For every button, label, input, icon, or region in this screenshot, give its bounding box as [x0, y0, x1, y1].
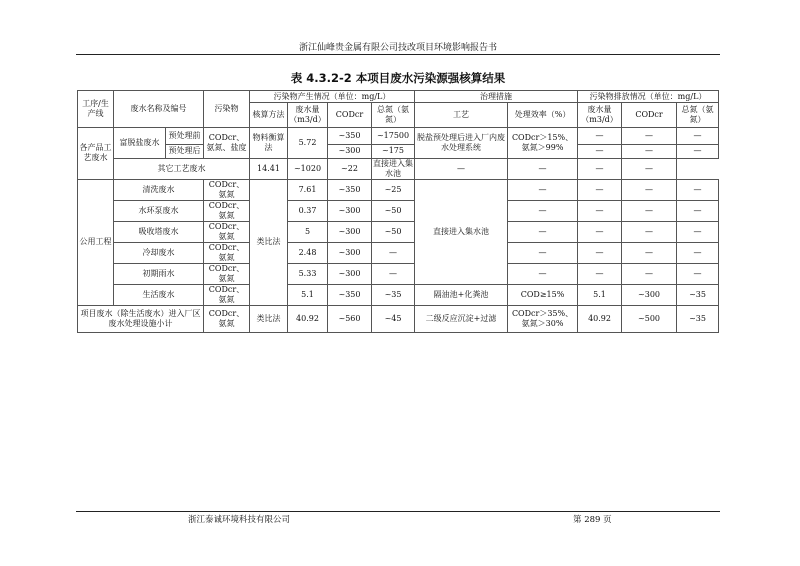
tn-before: ~17500 [372, 128, 415, 145]
util-pollutant: CODcr、氨氮 [204, 221, 250, 242]
col-tn: 总氮（氨氮） [372, 103, 415, 128]
footer-company: 浙江泰诚环境科技有限公司 [188, 515, 291, 525]
util-tn: ~25 [372, 179, 415, 200]
util-flow: 2.48 [288, 242, 328, 263]
util-tn: ~35 [372, 284, 415, 305]
total-tn: ~45 [372, 305, 415, 332]
cell-dash: — [622, 128, 677, 145]
col-coder-out: CODcr [622, 103, 677, 128]
util-pollutant: CODcr、氨氮 [204, 179, 250, 200]
cod-before: ~350 [328, 128, 372, 145]
cell-dash: — [508, 263, 578, 284]
method-balance: 物料衡算法 [250, 128, 288, 159]
col-flow-out: 废水量（m3/d） [578, 103, 622, 128]
domestic-process: 隔油池+化粪池 [415, 284, 508, 305]
util-pollutant: CODcr、氨氮 [204, 263, 250, 284]
total-method: 类比法 [250, 305, 288, 332]
util-cod: ~350 [328, 179, 372, 200]
col-coder: CODcr [328, 103, 372, 128]
other-tn: ~22 [328, 158, 372, 179]
util-cod: ~350 [328, 284, 372, 305]
cell-dash: — [677, 242, 719, 263]
cell-dash: — [677, 145, 719, 159]
col-calc-method: 核算方法 [250, 103, 288, 128]
footer-rule [76, 511, 720, 512]
cell-dash: — [508, 242, 578, 263]
cell-dash: — [578, 145, 622, 159]
cell-dash: — [677, 179, 719, 200]
util-pollutant: CODcr、氨氮 [204, 284, 250, 305]
total-process: 二级反应沉淀+过滤 [415, 305, 508, 332]
util-name: 初期雨水 [114, 263, 204, 284]
process-desal: 脱盐预处理后进入厂内废水处理系统 [415, 128, 508, 159]
util-flow: 5 [288, 221, 328, 242]
cell-dash: — [622, 145, 677, 159]
report-header: 浙江仙峰贵金属有限公司技改项目环境影响报告书 [298, 43, 497, 53]
util-tn: — [372, 242, 415, 263]
col-process: 工艺 [415, 103, 508, 128]
util-cod: ~300 [328, 221, 372, 242]
cell-dash: — [622, 179, 677, 200]
cell-dash: — [415, 158, 508, 179]
util-flow: 5.33 [288, 263, 328, 284]
cell-dash: — [677, 263, 719, 284]
col-pollutant: 污染物 [204, 91, 250, 128]
cell-dash: — [578, 200, 622, 221]
total-flow: 40.92 [288, 305, 328, 332]
high-salt-name: 富脱盐废水 [114, 128, 166, 159]
total-out-cod: ~500 [622, 305, 677, 332]
util-flow: 0.37 [288, 200, 328, 221]
domestic-out-cod: ~300 [622, 284, 677, 305]
method-analogy: 类比法 [250, 179, 288, 305]
flow-572: 5.72 [288, 128, 328, 159]
col-group-discharge: 污染物排放情况（单位：mg/L） [578, 91, 719, 103]
cell-dash: — [677, 200, 719, 221]
col-tn-out: 总氮（氨氮） [677, 103, 719, 128]
cell-dash: — [622, 158, 677, 179]
header-rule [76, 54, 720, 55]
footer-page-number: 第 289 页 [573, 515, 612, 525]
util-name: 吸收塔废水 [114, 221, 204, 242]
total-eff: CODcr＞35%、氨氮＞30% [508, 305, 578, 332]
cell-dash: — [578, 221, 622, 242]
col-flow: 废水量（m3/d） [288, 103, 328, 128]
util-cod: ~300 [328, 263, 372, 284]
util-process: 直接进入集水池 [415, 179, 508, 284]
col-group-generation: 污染物产生情况（单位：mg/L） [250, 91, 415, 103]
cell-dash: — [578, 242, 622, 263]
domestic-out-flow: 5.1 [578, 284, 622, 305]
cell-dash: — [578, 179, 622, 200]
col-wastewater-name: 废水名称及编号 [114, 91, 204, 128]
cell-dash: — [677, 221, 719, 242]
cell-dash: — [622, 242, 677, 263]
cell-dash: — [622, 221, 677, 242]
other-flow: 14.41 [250, 158, 288, 179]
total-out-tn: ~35 [677, 305, 719, 332]
domestic-out-tn: ~35 [677, 284, 719, 305]
total-pollutant: CODcr、氨氮 [204, 305, 250, 332]
util-cod: ~300 [328, 200, 372, 221]
total-cod: ~560 [328, 305, 372, 332]
table-title: 表 4.3.2-2 本项目废水污染源强核算结果 [290, 71, 506, 85]
cod-after: ~300 [328, 145, 372, 159]
util-tn: — [372, 263, 415, 284]
cell-dash: — [578, 263, 622, 284]
util-tn: ~50 [372, 200, 415, 221]
util-tn: ~50 [372, 221, 415, 242]
cell-dash: — [677, 128, 719, 145]
pre-after: 预处理后 [166, 145, 204, 159]
util-flow: 5.1 [288, 284, 328, 305]
cell-dash: — [508, 179, 578, 200]
util-name: 冷却废水 [114, 242, 204, 263]
pre-before: 预处理前 [166, 128, 204, 145]
util-pollutant: CODcr、氨氮 [204, 242, 250, 263]
wastewater-table [77, 90, 719, 333]
total-out-flow: 40.92 [578, 305, 622, 332]
util-flow: 7.61 [288, 179, 328, 200]
col-efficiency: 处理效率（%） [508, 103, 578, 128]
other-name: 其它工艺废水 [114, 158, 250, 179]
util-name: 生活废水 [114, 284, 204, 305]
cell-dash: — [508, 200, 578, 221]
eff-desal: CODcr＞15%、氨氮＞99% [508, 128, 578, 159]
col-process-line: 工序/生产线 [78, 91, 114, 128]
util-name: 清洗废水 [114, 179, 204, 200]
col-group-treatment: 治理措施 [415, 91, 578, 103]
util-pollutant: CODcr、氨氮 [204, 200, 250, 221]
total-label: 项目废水（除生活废水）进入厂区废水处理设施小计 [78, 305, 204, 332]
cell-dash: — [508, 158, 578, 179]
cell-dash: — [622, 263, 677, 284]
cell-dash: — [622, 200, 677, 221]
cell-dash: — [508, 221, 578, 242]
other-process: 直接进入集水池 [373, 158, 414, 178]
domestic-eff: COD≥15% [508, 284, 578, 305]
cell-dash: — [578, 158, 622, 179]
line-product: 各产品工艺废水 [78, 128, 114, 180]
tn-after: ~175 [372, 145, 415, 159]
line-utility: 公用工程 [78, 179, 114, 305]
cell-dash: — [578, 128, 622, 145]
other-cod: ~1020 [288, 158, 328, 179]
pollutant-salt: CODcr、氨氮、盐度 [204, 128, 250, 159]
util-name: 水环泵废水 [114, 200, 204, 221]
util-cod: ~300 [328, 242, 372, 263]
